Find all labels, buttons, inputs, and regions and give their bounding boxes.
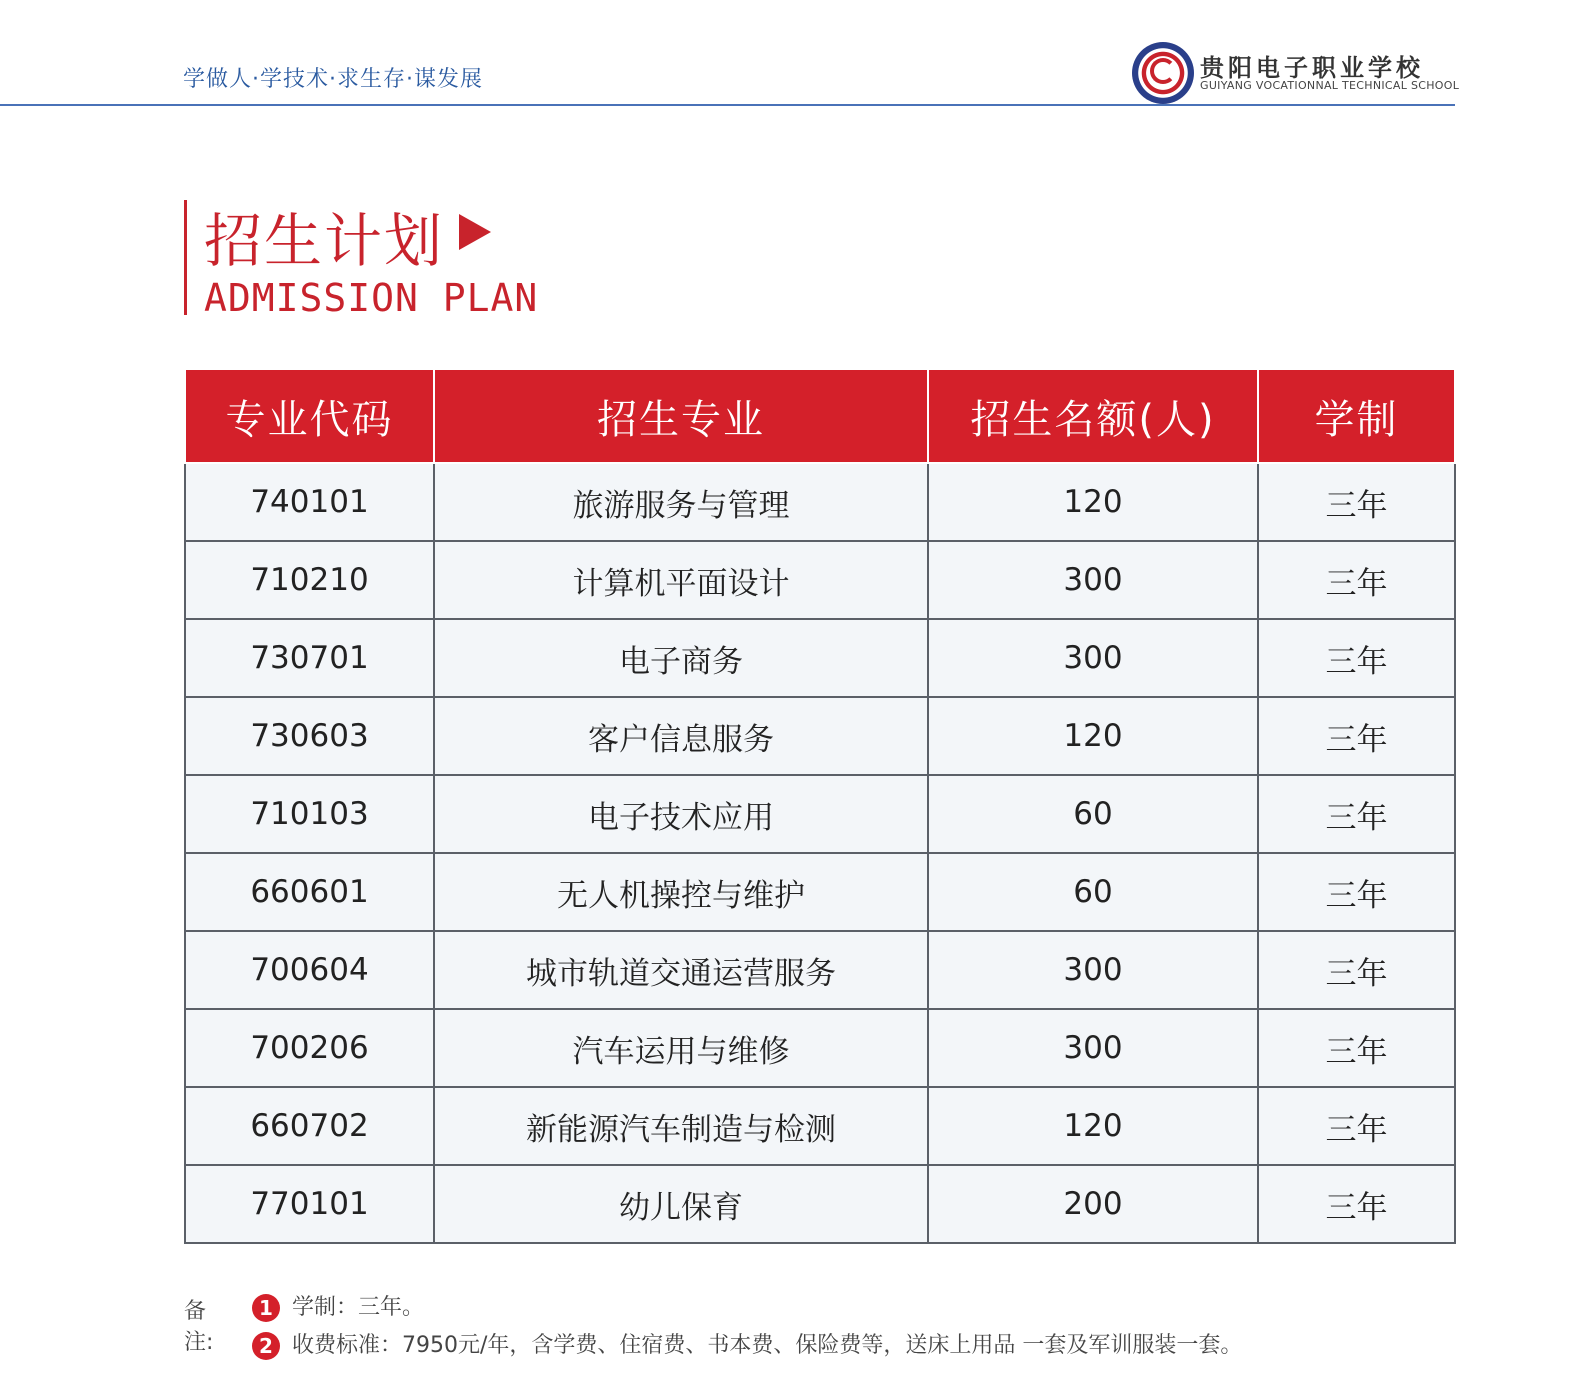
cell-code: 740101 xyxy=(185,463,434,541)
cell-code: 660601 xyxy=(185,853,434,931)
cell-code: 660702 xyxy=(185,1087,434,1165)
number-badge-icon: 1 xyxy=(252,1294,280,1322)
table-row xyxy=(185,1009,1455,1087)
cell-code: 730603 xyxy=(185,697,434,775)
school-name-cn: 贵阳电子职业学校 xyxy=(1200,54,1424,82)
title-accent-bar xyxy=(184,200,187,315)
notes-label: 备注: xyxy=(184,1299,214,1355)
note-item xyxy=(252,1290,424,1322)
cell-duration: 三年 xyxy=(1258,931,1455,1009)
triangle-arrow-icon xyxy=(459,214,491,250)
cell-duration: 三年 xyxy=(1258,853,1455,931)
cell-code: 700604 xyxy=(185,931,434,1009)
header-divider xyxy=(0,104,1455,106)
cell-major: 客户信息服务 xyxy=(434,697,928,775)
cell-code: 730701 xyxy=(185,619,434,697)
cell-quota: 300 xyxy=(928,619,1258,697)
cell-quota: 120 xyxy=(928,1087,1258,1165)
table-row xyxy=(185,775,1455,853)
title-en: ADMISSION PLAN xyxy=(204,276,539,320)
cell-duration: 三年 xyxy=(1258,1009,1455,1087)
number-badge-icon: 2 xyxy=(252,1332,280,1360)
cell-quota: 60 xyxy=(928,775,1258,853)
title-cn: 招生计划 xyxy=(204,207,445,275)
cell-quota: 300 xyxy=(928,931,1258,1009)
cell-major: 幼儿保育 xyxy=(434,1165,928,1243)
note-item xyxy=(252,1328,1242,1360)
cell-major: 电子商务 xyxy=(434,619,928,697)
table-row xyxy=(185,619,1455,697)
table-row xyxy=(185,463,1455,541)
cell-quota: 120 xyxy=(928,697,1258,775)
note-text: 收费标准：7950元/年，含学费、住宿费、书本费、保险费等，送床上用品 一套及军训服装一套。 xyxy=(292,1333,1243,1358)
table-row xyxy=(185,541,1455,619)
school-name-en: GUIYANG VOCATIONNAL TECHNICAL SCHOOL xyxy=(1200,79,1460,92)
cell-duration: 三年 xyxy=(1258,775,1455,853)
cell-code: 700206 xyxy=(185,1009,434,1087)
table-row xyxy=(185,853,1455,931)
admission-plan-table xyxy=(184,368,1456,1244)
header-major: 招生专业 xyxy=(434,369,928,463)
header-duration: 学制 xyxy=(1258,369,1455,463)
table-row xyxy=(185,931,1455,1009)
cell-quota: 300 xyxy=(928,541,1258,619)
page-header xyxy=(0,0,1584,110)
cell-quota: 120 xyxy=(928,463,1258,541)
cell-duration: 三年 xyxy=(1258,463,1455,541)
table-row xyxy=(185,1087,1455,1165)
cell-quota: 300 xyxy=(928,1009,1258,1087)
cell-major: 旅游服务与管理 xyxy=(434,463,928,541)
cell-code: 710210 xyxy=(185,541,434,619)
cell-major: 电子技术应用 xyxy=(434,775,928,853)
cell-major: 计算机平面设计 xyxy=(434,541,928,619)
cell-duration: 三年 xyxy=(1258,697,1455,775)
table-header-row xyxy=(185,369,1455,463)
cell-code: 710103 xyxy=(185,775,434,853)
school-logo-icon xyxy=(1132,42,1194,104)
header-code: 专业代码 xyxy=(185,369,434,463)
header-quota: 招生名额(人) xyxy=(928,369,1258,463)
cell-duration: 三年 xyxy=(1258,541,1455,619)
cell-duration: 三年 xyxy=(1258,1165,1455,1243)
note-text: 学制：三年。 xyxy=(292,1295,425,1320)
cell-major: 新能源汽车制造与检测 xyxy=(434,1087,928,1165)
cell-code: 770101 xyxy=(185,1165,434,1243)
cell-quota: 200 xyxy=(928,1165,1258,1243)
cell-major: 城市轨道交通运营服务 xyxy=(434,931,928,1009)
cell-major: 无人机操控与维护 xyxy=(434,853,928,931)
table-row xyxy=(185,697,1455,775)
slogan: 学做人·学技术·求生存·谋发展 xyxy=(183,67,483,92)
table-row xyxy=(185,1165,1455,1243)
cell-duration: 三年 xyxy=(1258,619,1455,697)
cell-major: 汽车运用与维修 xyxy=(434,1009,928,1087)
cell-duration: 三年 xyxy=(1258,1087,1455,1165)
cell-quota: 60 xyxy=(928,853,1258,931)
